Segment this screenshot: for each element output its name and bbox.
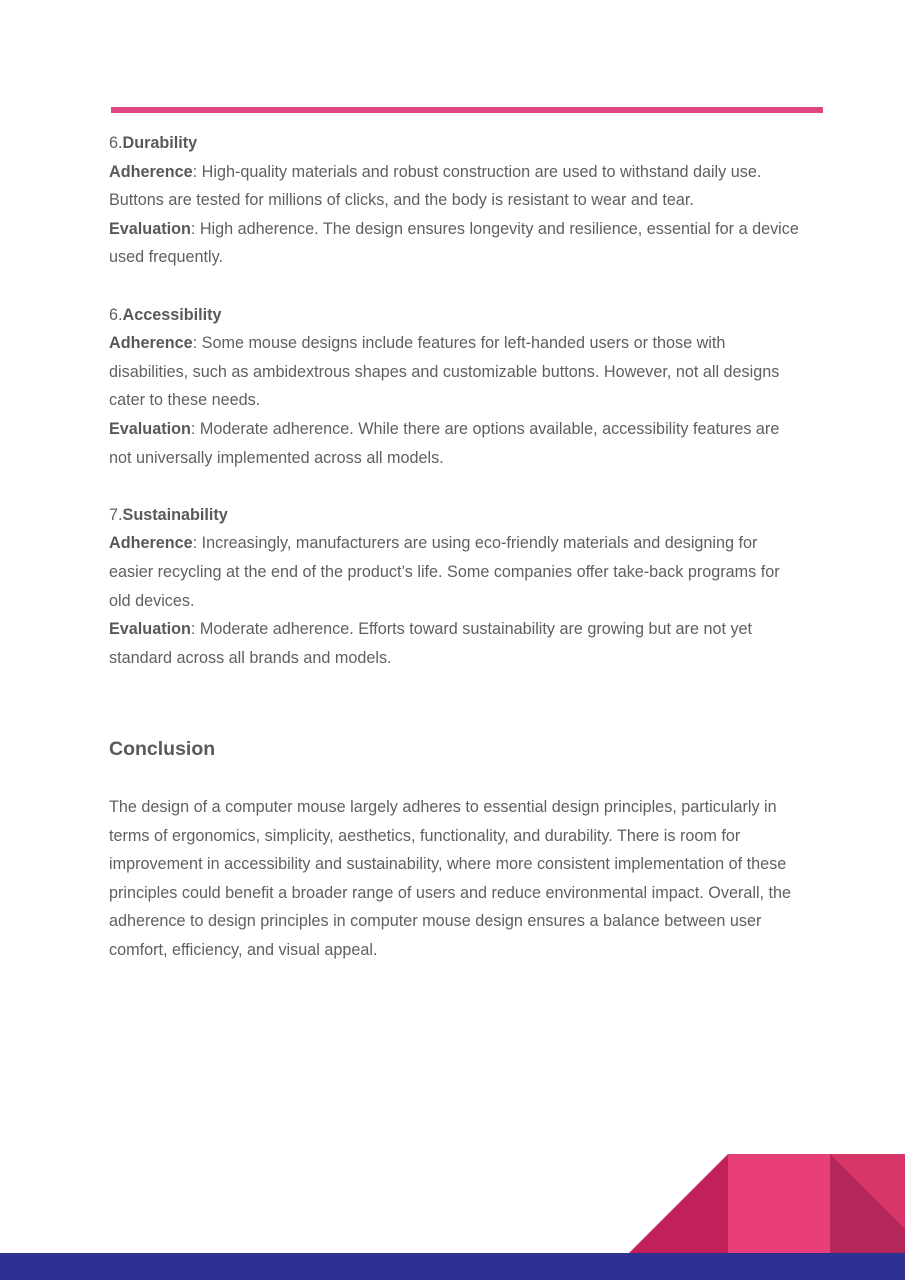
section-title: Accessibility [122, 305, 222, 324]
section-number: 6. [109, 134, 123, 152]
adherence-text: : Some mouse designs include features for left-handed users or those with disabilities, such as ambidextrous shapes and customizable buttons. However, not all designs cater to these needs. [109, 334, 780, 410]
top-accent-rule [111, 107, 823, 113]
evaluation-label: Evaluation [109, 219, 191, 238]
section-title: Durability [122, 134, 198, 152]
principles-content [109, 129, 799, 672]
evaluation-text: : Moderate adherence. Efforts toward sustainability are growing but are not yet standard across all brands and models. [109, 620, 753, 667]
section-number: 6. [109, 305, 123, 324]
adherence-paragraph [109, 529, 799, 615]
footer-bar [0, 1253, 905, 1280]
evaluation-paragraph [109, 615, 799, 672]
section-title: Sustainability [122, 505, 228, 524]
evaluation-text: : Moderate adherence. While there are options available, accessibility features are not universally implemented across all models. [109, 419, 780, 467]
adherence-label: Adherence [109, 534, 193, 553]
adherence-paragraph [109, 329, 799, 415]
section-durability [109, 129, 799, 272]
section-accessibility [109, 301, 799, 473]
section-heading [109, 129, 799, 158]
evaluation-text: : High adherence. The design ensures longevity and resilience, essential for a device used frequently. [109, 219, 799, 267]
conclusion-heading: Conclusion [109, 738, 216, 760]
section-heading [109, 501, 799, 530]
adherence-text: : High-quality materials and robust construction are used to withstand daily use. Buttons are tested for millions of clicks, and the body is resistant to wear and tear. [109, 162, 762, 210]
adherence-label: Adherence [109, 162, 193, 181]
adherence-paragraph [109, 158, 799, 215]
corner-dark-triangle [628, 1154, 728, 1254]
section-sustainability [109, 501, 799, 673]
adherence-text: : Increasingly, manufacturers are using eco-friendly materials and designing for easier recycling at the end of the product’s life. Some companies offer take-back programs for old devices. [109, 534, 780, 610]
evaluation-label: Evaluation [109, 620, 191, 639]
conclusion-paragraph: The design of a computer mouse largely adheres to essential design principles, particularly in terms of ergonomics, simplicity, aesthetics, functionality, and durability. There is room for improvement in accessibility and sustainability, where more consistent implementation of these principles could benefit a broader range of users and reduce environmental impact. Overall, the adherence to design principles in computer mouse design ensures a balance between user comfort, efficiency, and visual appeal. [109, 798, 792, 959]
evaluation-paragraph [109, 215, 799, 272]
evaluation-label: Evaluation [109, 419, 191, 438]
adherence-label: Adherence [109, 334, 193, 353]
corner-decoration [628, 1154, 905, 1254]
evaluation-paragraph [109, 415, 799, 472]
corner-pink-block [728, 1154, 830, 1254]
section-number: 7. [109, 505, 123, 524]
section-heading [109, 301, 799, 330]
